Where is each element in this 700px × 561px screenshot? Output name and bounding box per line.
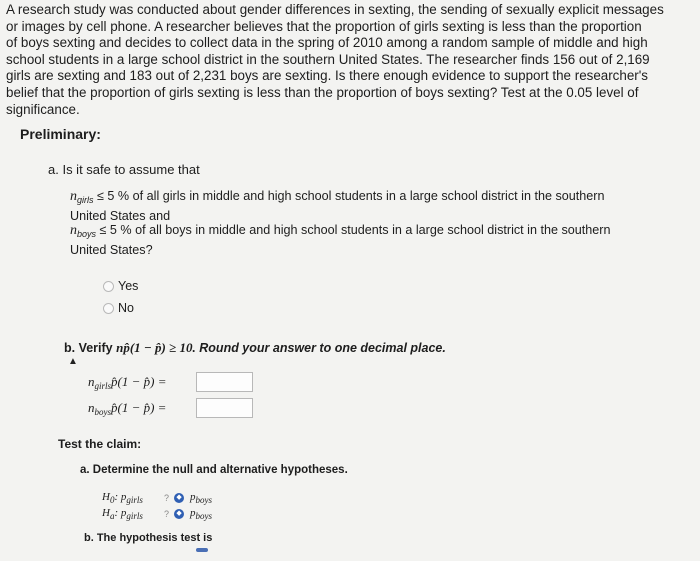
problem-line: significance. xyxy=(6,101,80,117)
boys-subscript: boys xyxy=(195,495,213,505)
hypothesis-test-type-label: b. The hypothesis test is xyxy=(84,532,213,544)
question-b-instruction: Round your answer to one decimal place. xyxy=(199,341,446,355)
alt-hypothesis-lhs: $H_a$: $p_{girls}$ xyxy=(102,507,143,521)
problem-line: A research study was conducted about gender differences in sexting, the sending of sexually explicit messages xyxy=(6,2,664,17)
null-hypothesis-rhs xyxy=(190,491,212,505)
radio-yes[interactable] xyxy=(103,281,114,292)
select-placeholder[interactable]: ? xyxy=(164,509,170,519)
problem-statement xyxy=(6,2,698,118)
relation: ≤ 5 % xyxy=(99,223,132,237)
alt-hypothesis-row xyxy=(102,507,212,521)
n-variable: n xyxy=(88,399,95,415)
select-placeholder[interactable]: ? xyxy=(164,493,170,503)
option-yes-label: Yes xyxy=(118,279,139,293)
p-variable: p xyxy=(120,507,127,519)
option-no-label: No xyxy=(118,301,134,315)
calc-row-girls xyxy=(88,372,253,392)
n-variable: n xyxy=(88,373,95,389)
h-symbol: H xyxy=(102,507,110,519)
calc-row-boys xyxy=(88,398,253,418)
problem-line: of boys sexting and decides to collect data in the spring of 2010 among a random sample of middle and high xyxy=(6,35,648,51)
relation: ≤ 5 % xyxy=(97,189,130,203)
condition-text: of all boys in middle and high school students in a large school district in the southern xyxy=(135,223,611,237)
hypotheses-question-label: a. Determine the null and alternative hypotheses. xyxy=(80,464,348,476)
null-hypothesis-row xyxy=(102,491,212,505)
expr-body: p̂(1 − p̂) = xyxy=(111,373,167,389)
dropdown-selector-icon[interactable]: ◆ xyxy=(174,509,184,519)
problem-line: girls are sexting and 183 out of 2,231 boys are sexting. Is there enough evidence to support the researcher's xyxy=(6,68,648,84)
problem-line: or images by cell phone. A researcher believes that the proportion of girls sexting is less than the proportion xyxy=(6,18,642,34)
p-variable: p xyxy=(190,507,196,519)
condition-girls xyxy=(70,188,604,224)
condition-text: of all girls in middle and high school students in a large school district in the southern xyxy=(132,189,605,203)
h-symbol: H xyxy=(102,491,110,503)
girls-subscript: girls xyxy=(94,380,112,391)
mouse-cursor-icon: ▲ xyxy=(68,356,78,367)
boys-subscript: boys xyxy=(94,406,111,417)
preliminary-heading: Preliminary: xyxy=(20,126,101,142)
dropdown-selector-icon[interactable]: ◆ xyxy=(174,493,184,503)
option-yes[interactable] xyxy=(103,279,138,293)
question-b-label: b. Verify xyxy=(64,341,113,355)
boys-subscript: boys xyxy=(77,229,97,239)
girls-subscript: girls xyxy=(126,511,143,521)
ha-subscript: a xyxy=(109,511,115,521)
problem-line: school students in a large school district in the southern United States. The researcher finds 156 out of 2,169 xyxy=(6,51,650,67)
condition-boys xyxy=(70,222,610,258)
girls-subscript: girls xyxy=(77,195,94,205)
p-variable: p xyxy=(190,491,196,503)
radio-no[interactable] xyxy=(103,303,114,314)
option-no[interactable] xyxy=(103,301,134,315)
question-b xyxy=(64,340,446,356)
calc-boys-expr xyxy=(88,400,196,417)
expr-body: p̂(1 − p̂) = xyxy=(111,399,167,415)
boys-subscript: boys xyxy=(195,511,213,521)
null-hypothesis-lhs: $H_0$: $p_{girls}$ xyxy=(102,491,143,505)
n-variable: n xyxy=(70,223,77,238)
calc-girls-expr xyxy=(88,374,196,391)
alt-hypothesis-rhs xyxy=(190,507,212,521)
condition-text-cont: United States? xyxy=(70,243,153,257)
n-variable: n xyxy=(70,189,77,204)
question-a-label: a. Is it safe to assume that xyxy=(48,162,200,177)
dropdown-edge[interactable] xyxy=(196,548,208,552)
question-b-expr: np̂(1 − p̂) ≥ 10. xyxy=(116,340,196,355)
p-variable: p xyxy=(120,491,127,503)
test-claim-heading: Test the claim: xyxy=(58,437,142,451)
h0-subscript: 0 xyxy=(109,495,115,505)
girls-subscript: girls xyxy=(126,495,143,505)
answer-boys-input[interactable] xyxy=(196,398,253,418)
problem-line: belief that the proportion of girls sexting is less than the proportion of boys sexting? Test at the 0.05 level of xyxy=(6,84,639,100)
condition-text-cont: United States and xyxy=(70,209,171,223)
answer-girls-input[interactable] xyxy=(196,372,253,392)
